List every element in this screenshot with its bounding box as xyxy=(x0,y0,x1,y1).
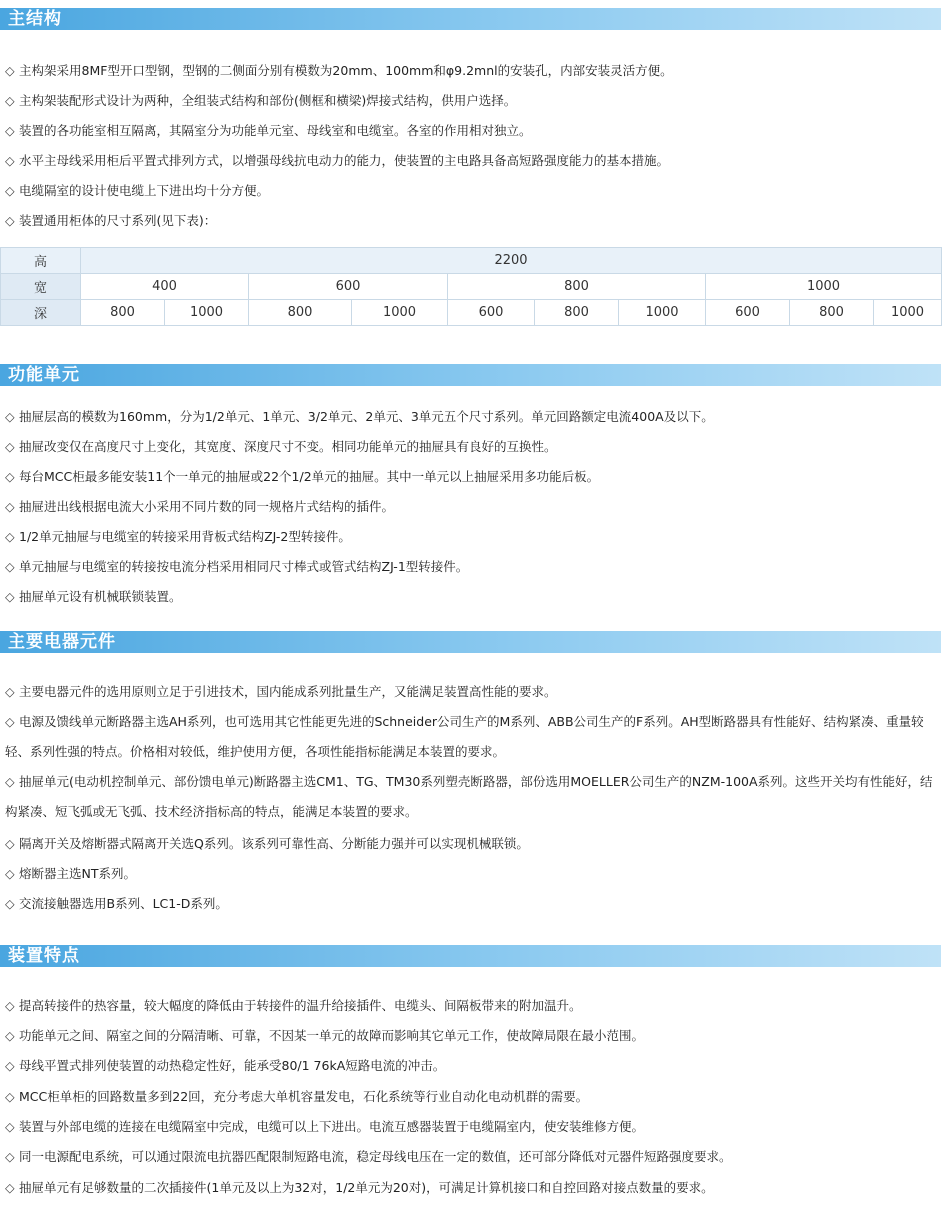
list-item: ◇ 电缆隔室的设计使电缆上下进出均十分方便。 xyxy=(5,183,270,198)
diamond-icon: ◇ xyxy=(5,529,15,544)
table-cell: 800 xyxy=(448,274,706,300)
list-item: ◇ 电源及馈线单元断路器主选AH系列，也可选用其它性能更先进的Schneider公司生产的M系列、ABB公司生产的F系列。AH型断路器具有性能好、结构紧凑、重量较轻、系列性强的特点。价格相对较低，维护使用方便，各项性能指标能满足本装置的要求。 xyxy=(5,707,941,767)
table-cell: 600 xyxy=(706,300,790,326)
section-header-main-structure xyxy=(0,8,941,30)
list-item: ◇ 主要电器元件的选用原则立足于引进技术，国内能成系列批量生产，又能满足装置高性能的要求。 xyxy=(5,684,557,699)
table-cell: 1000 xyxy=(165,300,249,326)
list-item: ◇ 抽屉进出线根据电流大小采用不同片数的同一规格片式结构的插件。 xyxy=(5,499,395,514)
table-row-height xyxy=(1,248,942,274)
list-item: ◇ 抽屉改变仅在高度尺寸上变化，其宽度、深度尺寸不变。相同功能单元的抽屉具有良好的互换性。 xyxy=(5,439,557,454)
diamond-icon: ◇ xyxy=(5,714,15,729)
diamond-icon: ◇ xyxy=(5,684,15,699)
section-title: 主结构 xyxy=(8,9,62,29)
diamond-icon: ◇ xyxy=(5,836,15,851)
diamond-icon: ◇ xyxy=(5,774,15,789)
list-item: ◇ 单元抽屉与电缆室的转接按电流分档采用相同尺寸棒式或管式结构ZJ-1型转接件。 xyxy=(5,559,469,574)
table-row-header: 深 xyxy=(1,300,81,326)
list-item: ◇ 主构架采用8MF型开口型钢，型钢的二侧面分别有模数为20mm、100mm和φ9.2mnl的安装孔，内部安装灵活方便。 xyxy=(5,63,673,78)
table-row-header: 宽 xyxy=(1,274,81,300)
diamond-icon: ◇ xyxy=(5,409,15,424)
diamond-icon: ◇ xyxy=(5,1119,15,1134)
list-item: ◇ 装置通用柜体的尺寸系列(见下表)： xyxy=(5,213,217,228)
diamond-icon: ◇ xyxy=(5,469,15,484)
table-cell: 2200 xyxy=(81,248,942,274)
table-cell: 800 xyxy=(790,300,874,326)
diamond-icon: ◇ xyxy=(5,439,15,454)
table-cell: 1000 xyxy=(352,300,448,326)
list-item: ◇ 抽屉单元设有机械联锁装置。 xyxy=(5,589,182,604)
diamond-icon: ◇ xyxy=(5,589,15,604)
diamond-icon: ◇ xyxy=(5,1089,15,1104)
list-item: ◇ 功能单元之间、隔室之间的分隔清晰、可靠，不因某一单元的故障而影响其它单元工作，使故障局限在最小范围。 xyxy=(5,1028,645,1043)
cabinet-size-table xyxy=(0,247,942,326)
diamond-icon: ◇ xyxy=(5,213,15,228)
table-cell: 800 xyxy=(249,300,352,326)
section-header-main-components xyxy=(0,631,941,653)
diamond-icon: ◇ xyxy=(5,123,15,138)
list-item: ◇ 抽屉单元有足够数量的二次插接件(1单元及以上为32对，1/2单元为20对)，可满足计算机接口和自控回路对接点数量的要求。 xyxy=(5,1180,714,1195)
diamond-icon: ◇ xyxy=(5,1149,15,1164)
list-item: ◇ 母线平置式排列使装置的动热稳定性好，能承受80/1 76kA短路电流的冲击。 xyxy=(5,1058,446,1073)
list-item: ◇ 主构架装配形式设计为两种，全组装式结构和部份(侧框和横梁)焊接式结构，供用户选择。 xyxy=(5,93,517,108)
list-item: ◇ 装置与外部电缆的连接在电缆隔室中完成，电缆可以上下进出。电流互感器装置于电缆隔室内，使安装维修方便。 xyxy=(5,1119,645,1134)
list-item: ◇ 同一电源配电系统，可以通过限流电抗器匹配限制短路电流，稳定母线电压在一定的数值，还可部分降低对元器件短路强度要求。 xyxy=(5,1149,732,1164)
table-cell: 1000 xyxy=(874,300,942,326)
diamond-icon: ◇ xyxy=(5,93,15,108)
section-title: 主要电器元件 xyxy=(8,632,116,652)
diamond-icon: ◇ xyxy=(5,153,15,168)
table-row-width xyxy=(1,274,942,300)
list-item: ◇ 水平主母线采用柜后平置式排列方式，以增强母线抗电动力的能力，使装置的主电路具备高短路强度能力的基本措施。 xyxy=(5,153,670,168)
diamond-icon: ◇ xyxy=(5,559,15,574)
table-row-depth xyxy=(1,300,942,326)
table-cell: 1000 xyxy=(706,274,942,300)
list-item: ◇ 熔断器主选NT系列。 xyxy=(5,866,136,881)
list-item: ◇ MCC柜单柜的回路数量多到22回，充分考虑大单机容量发电，石化系统等行业自动化电动机群的需要。 xyxy=(5,1089,589,1104)
table-cell: 600 xyxy=(249,274,448,300)
list-item: ◇ 装置的各功能室相互隔离，其隔室分为功能单元室、母线室和电缆室。各室的作用相对独立。 xyxy=(5,123,532,138)
list-item: ◇ 隔离开关及熔断器式隔离开关选Q系列。该系列可靠性高、分断能力强并可以实现机械联锁。 xyxy=(5,836,529,851)
section-title: 功能单元 xyxy=(8,365,80,385)
diamond-icon: ◇ xyxy=(5,63,15,78)
diamond-icon: ◇ xyxy=(5,998,15,1013)
diamond-icon: ◇ xyxy=(5,183,15,198)
table-cell: 800 xyxy=(535,300,619,326)
diamond-icon: ◇ xyxy=(5,1180,15,1195)
table-cell: 400 xyxy=(81,274,249,300)
list-item: ◇ 抽屉单元(电动机控制单元、部份馈电单元)断路器主选CM1、TG、TM30系列塑壳断路器，部份选用MOELLER公司生产的NZM-100A系列。这些开关均有性能好，结构紧凑、短飞弧或无飞弧、技术经济指标高的特点，能满足本装置的要求。 xyxy=(5,767,941,827)
diamond-icon: ◇ xyxy=(5,896,15,911)
list-item: ◇ 提高转接件的热容量，较大幅度的降低由于转接件的温升给接插件、电缆头、间隔板带来的附加温升。 xyxy=(5,998,582,1013)
diamond-icon: ◇ xyxy=(5,1058,15,1073)
list-item: ◇ 交流接触器选用B系列、LC1-D系列。 xyxy=(5,896,228,911)
table-cell: 600 xyxy=(448,300,535,326)
table-cell: 1000 xyxy=(619,300,706,326)
diamond-icon: ◇ xyxy=(5,866,15,881)
list-item: ◇ 1/2单元抽屉与电缆室的转接采用背板式结构ZJ-2型转接件。 xyxy=(5,529,351,544)
diamond-icon: ◇ xyxy=(5,1028,15,1043)
table-row-header: 高 xyxy=(1,248,81,274)
section-header-functional-units xyxy=(0,364,941,386)
section-header-features xyxy=(0,945,941,967)
list-item: ◇ 每台MCC柜最多能安装11个一单元的抽屉或22个1/2单元的抽屉。其中一单元以上抽屉采用多功能后板。 xyxy=(5,469,600,484)
section-title: 装置特点 xyxy=(8,946,80,966)
table-cell: 800 xyxy=(81,300,165,326)
diamond-icon: ◇ xyxy=(5,499,15,514)
list-item: ◇ 抽屉层高的模数为160mm，分为1/2单元、1单元、3/2单元、2单元、3单元五个尺寸系列。单元回路额定电流400A及以下。 xyxy=(5,409,714,424)
